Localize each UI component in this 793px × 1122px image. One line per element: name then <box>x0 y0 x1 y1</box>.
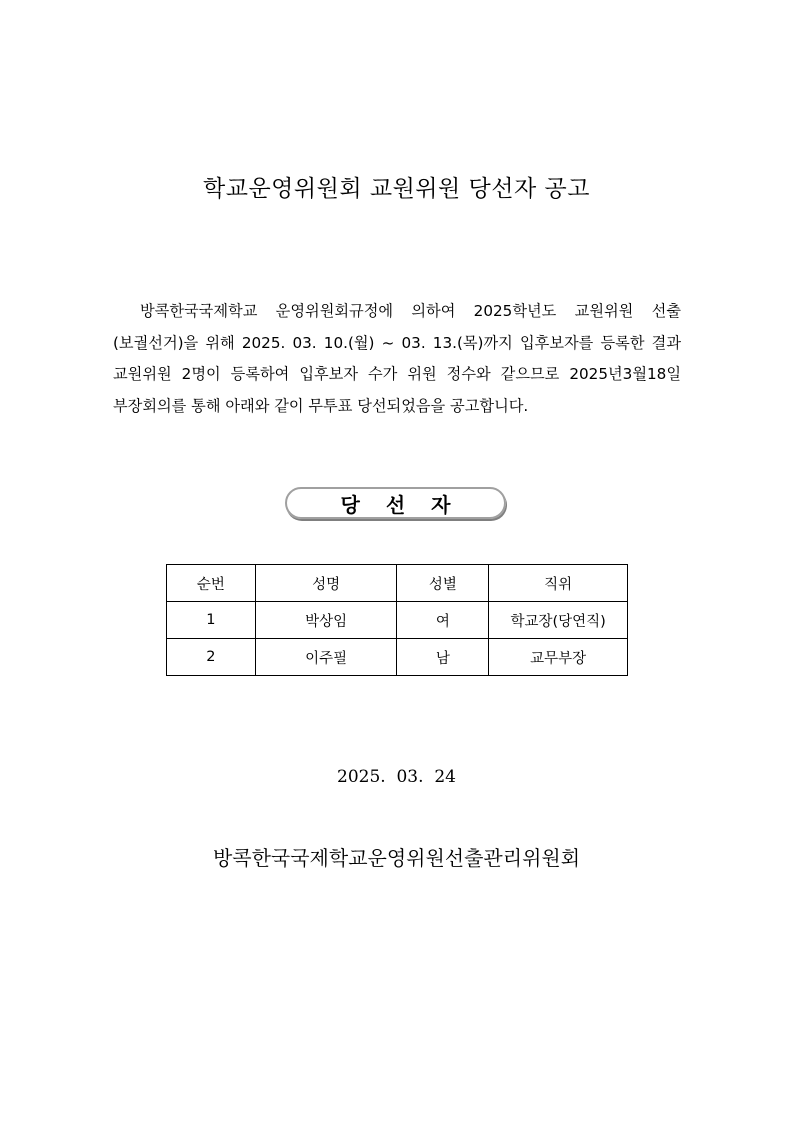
header-order: 순번 <box>167 565 256 602</box>
cell-position: 학교장(당연직) <box>489 602 628 639</box>
winners-table <box>166 564 628 676</box>
section-heading-winners: 당선자 <box>285 487 506 519</box>
header-name: 성명 <box>255 565 397 602</box>
cell-gender: 남 <box>397 639 489 676</box>
notice-body: 방콕한국국제학교 운영위원회규정에 의하여 2025학년도 교원위원 선출(보궐선거)을 위해 2025. 03. 10.(월) ~ 03. 13.(목)까지 입후보자를 등록한 결과 교원위원 2명이 등록하여 입후보자 수가 위원 정수와 같으므로 2025년3월18일 부장회의를 통해 아래와 같이 무투표 당선되었음을 공고합니다. <box>113 302 681 415</box>
header-gender: 성별 <box>397 565 489 602</box>
table-header-row <box>167 565 628 602</box>
table-row <box>167 639 628 676</box>
cell-order: 1 <box>167 602 256 639</box>
notice-date: 2025. 03. 24 <box>337 767 456 787</box>
cell-gender: 여 <box>397 602 489 639</box>
cell-position: 교무부장 <box>489 639 628 676</box>
cell-name: 박상임 <box>255 602 397 639</box>
issuing-organization: 방콕한국국제학교운영위원선출관리위원회 <box>212 846 581 870</box>
table-row <box>167 602 628 639</box>
notice-title: 학교운영위원회 교원위원 당선자 공고 <box>203 176 590 202</box>
cell-order: 2 <box>167 639 256 676</box>
cell-name: 이주필 <box>255 639 397 676</box>
header-position: 직위 <box>489 565 628 602</box>
